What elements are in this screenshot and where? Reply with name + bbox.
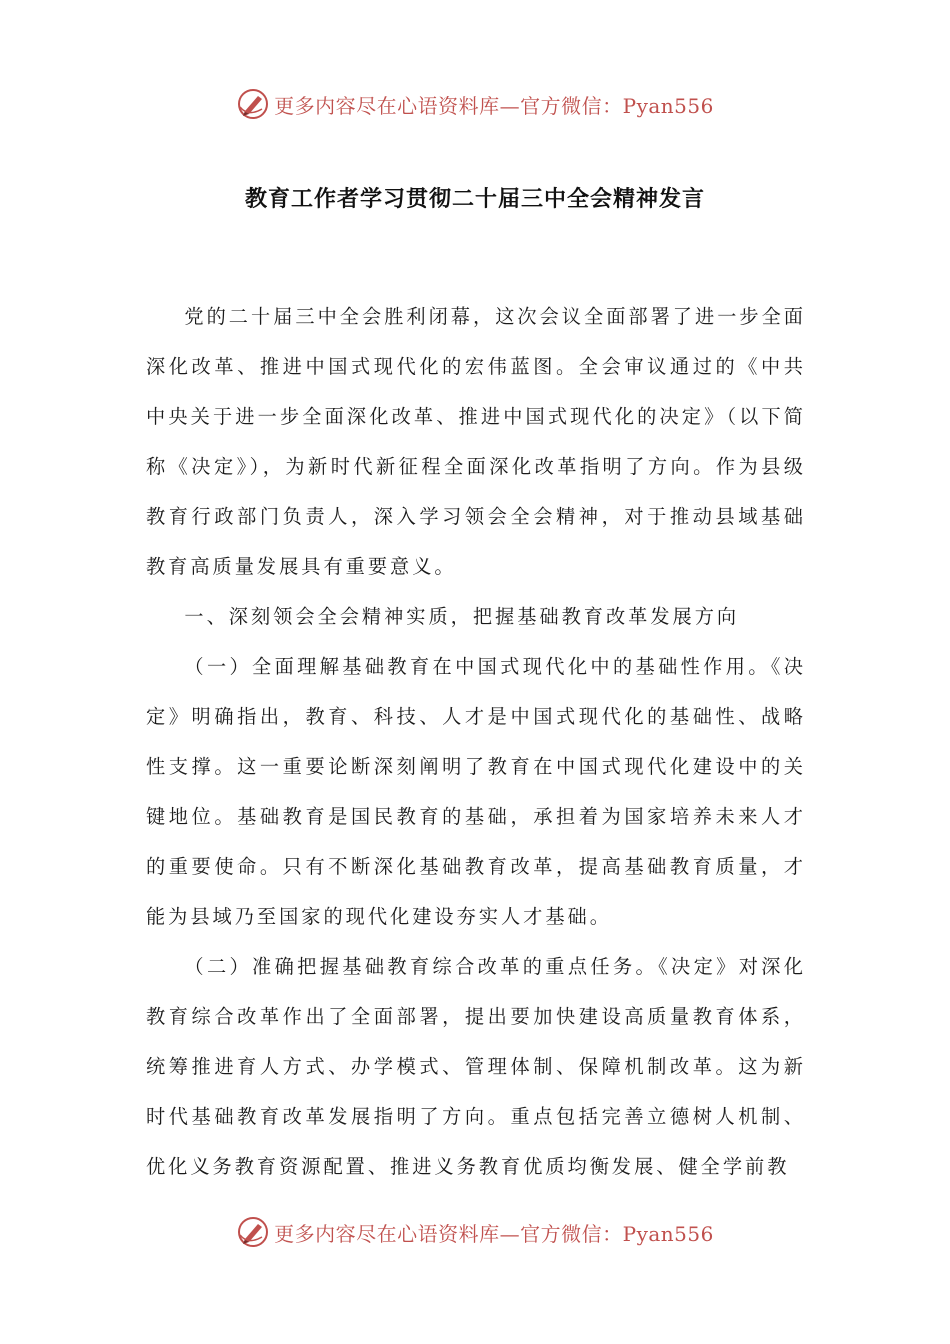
header-banner-text: 更多内容尽在心语资料库—官方微信：Pyan556	[274, 93, 714, 118]
pen-logo-icon	[236, 1215, 270, 1249]
pen-logo-icon	[236, 87, 270, 121]
paragraph-subsection-1: （一）全面理解基础教育在中国式现代化中的基础性作用。《决定》明确指出，教育、科技、人才是中国式现代化的基础性、战略性支撑。这一重要论断深刻阐明了教育在中国式现代化建设中的关键地位。基础教育是国民教育的基础，承担着为国家培养未来人才的重要使命。只有不断深化基础教育改革，提高基础教育质量，才能为县域乃至国家的现代化建设夯实人才基础。	[146, 655, 806, 928]
header-banner	[0, 84, 950, 124]
paragraph-intro: 党的二十届三中全会胜利闭幕，这次会议全面部署了进一步全面深化改革、推进中国式现代化的宏伟蓝图。全会审议通过的《中共中央关于进一步全面深化改革、推进中国式现代化的决定》（以下简称《决定》），为新时代新征程全面深化改革指明了方向。作为县级教育行政部门负责人，深入学习领会全会精神，对于推动县域基础教育高质量发展具有重要意义。	[146, 305, 806, 578]
section-heading-1: 一、深刻领会全会精神实质，把握基础教育改革发展方向	[184, 605, 740, 628]
footer-banner	[0, 1212, 950, 1252]
document-body	[146, 292, 806, 1192]
footer-banner-text: 更多内容尽在心语资料库—官方微信：Pyan556	[274, 1221, 714, 1246]
paragraph-subsection-2: （二）准确把握基础教育综合改革的重点任务。《决定》对深化教育综合改革作出了全面部署，提出要加快建设高质量教育体系，统筹推进育人方式、办学模式、管理体制、保障机制改革。这为新时代基础教育改革发展指明了方向。重点包括完善立德树人机制、优化义务教育资源配置、推进义务教育优质均衡发展、健全学前教	[146, 955, 806, 1178]
document-title: 教育工作者学习贯彻二十届三中全会精神发言	[244, 187, 705, 212]
